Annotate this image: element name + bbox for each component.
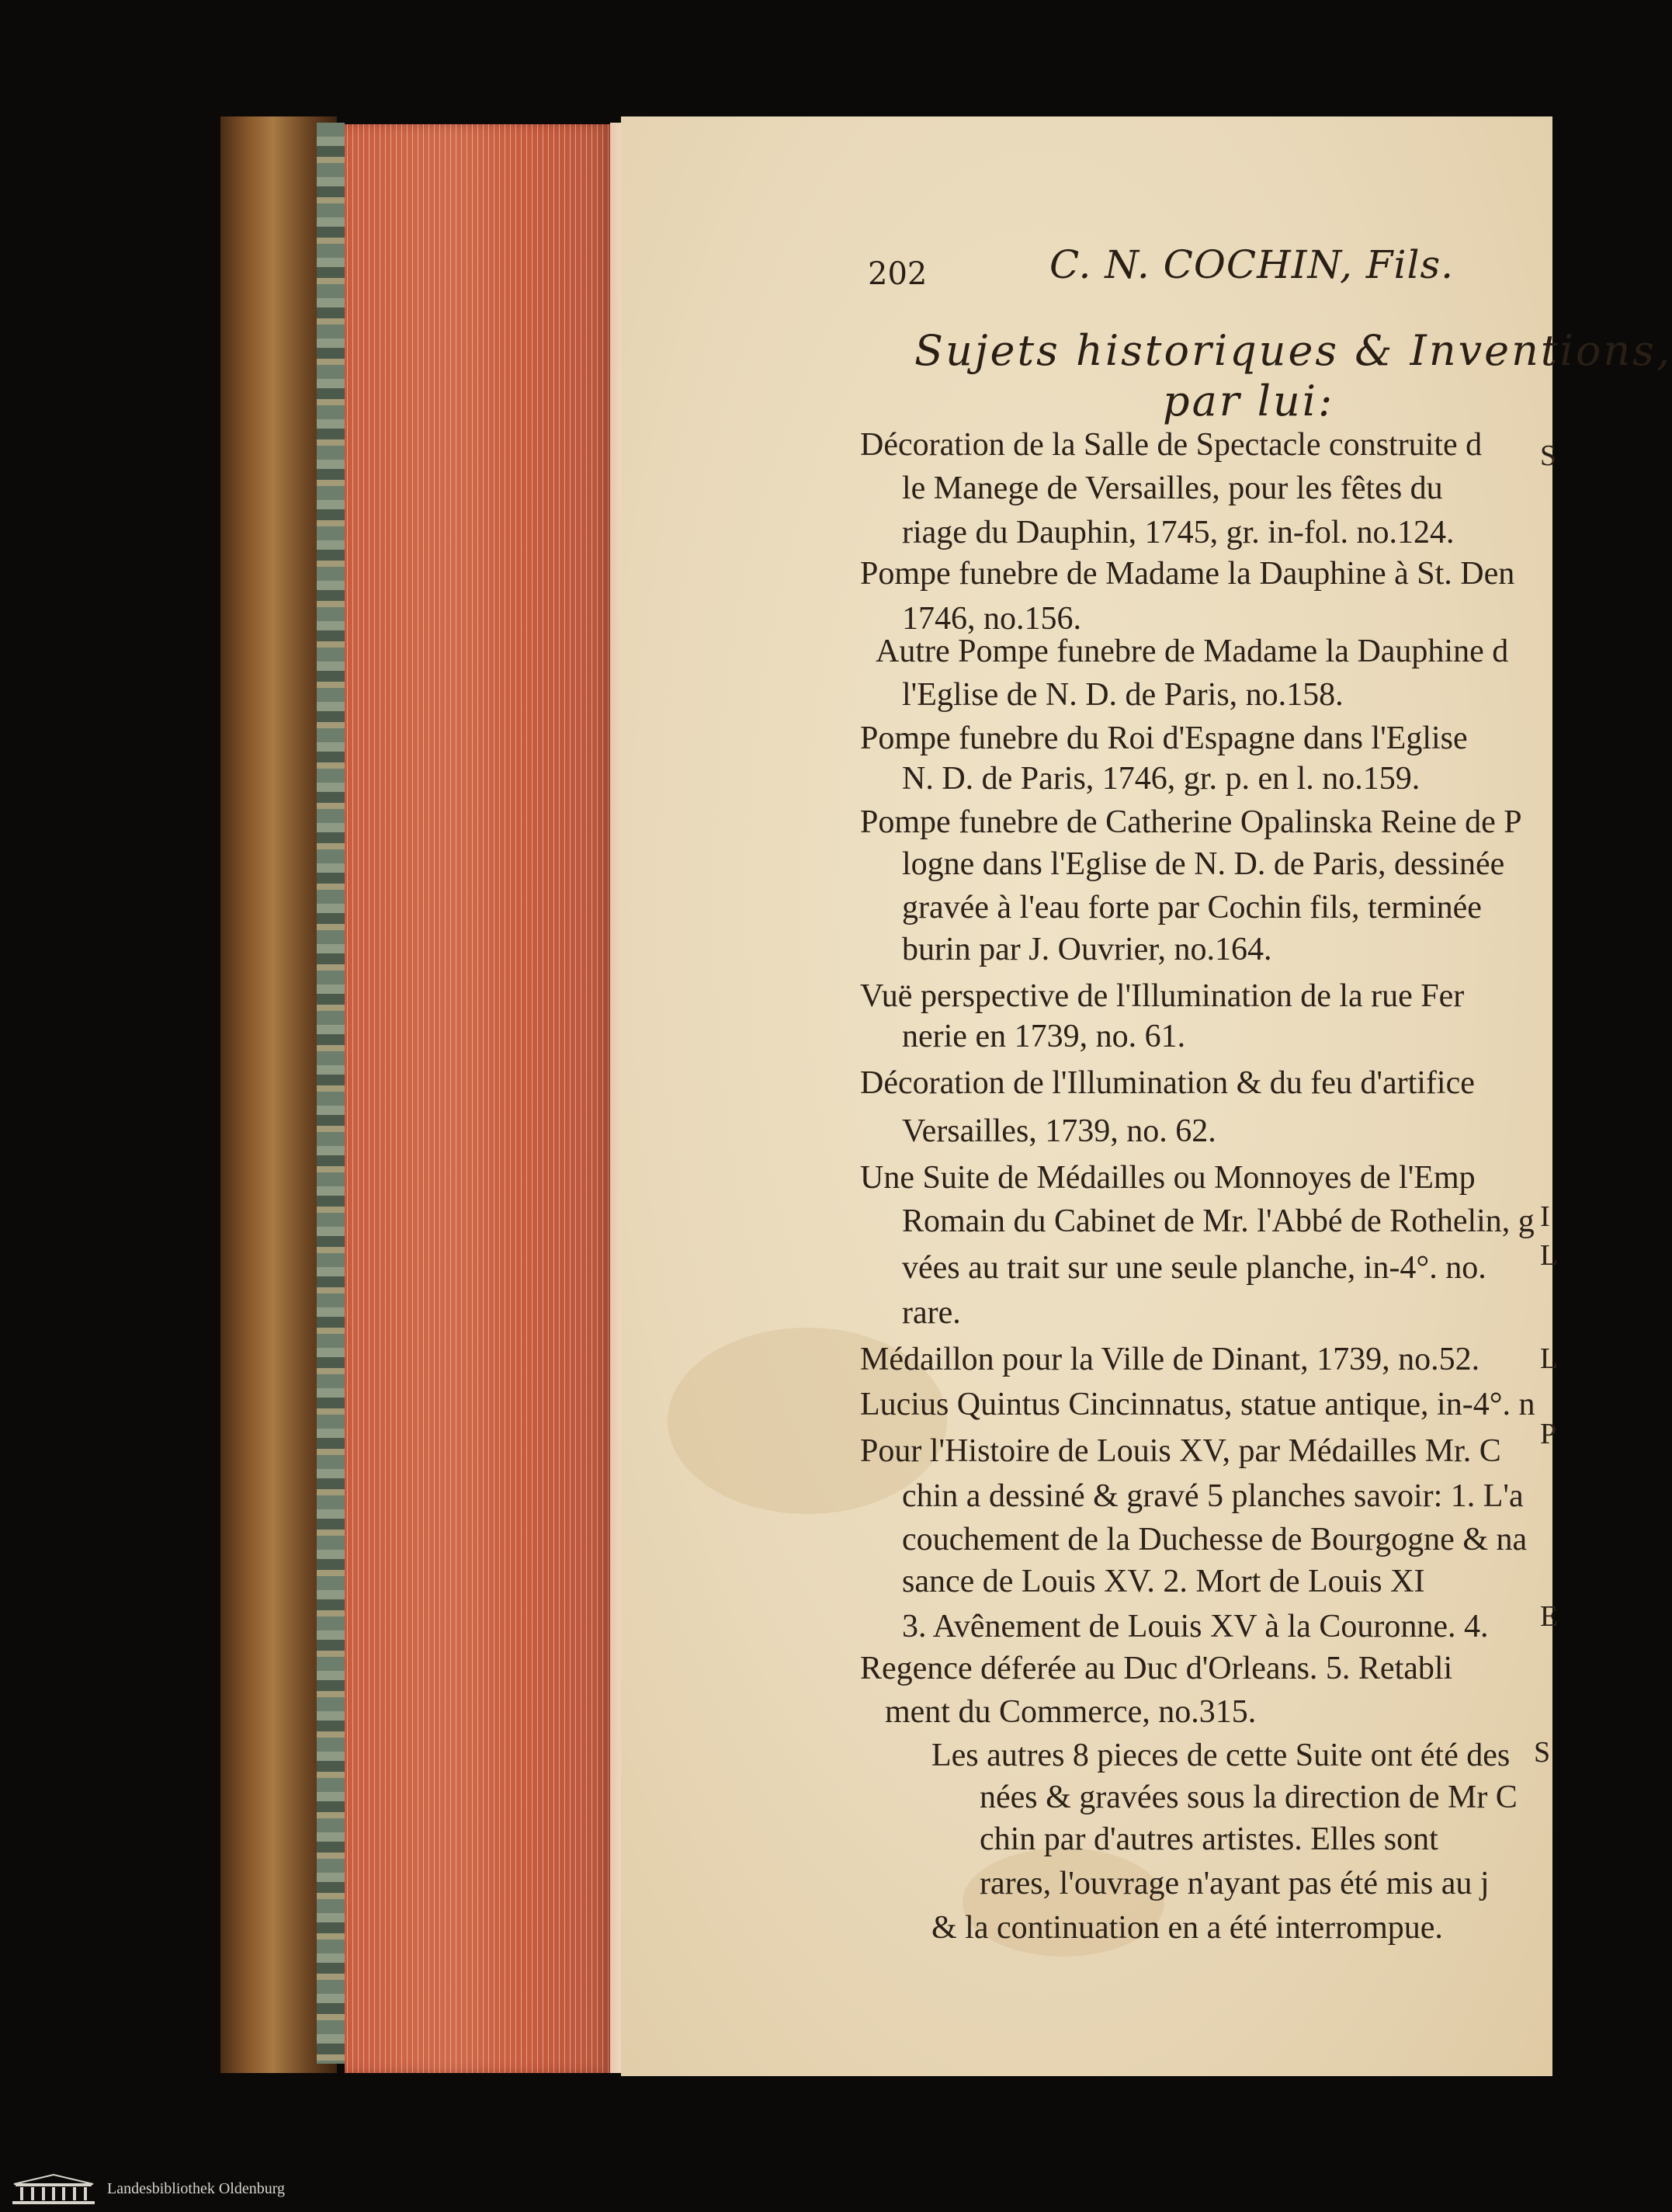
entry-line: Vuë perspective de l'Illumination de la rue Fer [860,978,1465,1014]
adjacent-page-letter: I [1540,1200,1550,1233]
adjacent-page-letter: S [1540,439,1557,472]
adjacent-page-letter: L [1540,1239,1559,1272]
entry-line: Lucius Quintus Cincinnatus, statue antique, in-4°. n [860,1387,1535,1422]
entry-line: Regence déferée au Duc d'Orleans. 5. Retabli [860,1651,1453,1686]
entry-line: Pour l'Histoire de Louis XV, par Médailles Mr. C [860,1433,1501,1469]
entry-line: Romain du Cabinet de Mr. l'Abbé de Rothelin, g [902,1203,1535,1239]
entry-line: chin par d'autres artistes. Elles sont [980,1821,1438,1857]
marbled-endpaper-edge [317,123,345,2064]
entry-line: burin par J. Ouvrier, no.164. [902,932,1272,967]
adjacent-page-letter: P [1540,1418,1557,1450]
entry-line: nerie en 1739, no. 61. [902,1019,1186,1054]
entry-line: 1746, no.156. [902,601,1081,637]
library-building-icon [11,2172,96,2209]
entry-line: Autre Pompe funebre de Madame la Dauphine d [876,634,1509,669]
page-number: 202 [868,256,928,292]
section-subheading: par lui: [1163,377,1335,425]
adjacent-page-letter: L [1540,1342,1559,1375]
entry-line: 3. Avênement de Louis XV à la Couronne. 4. [902,1609,1489,1644]
entry-line: N. D. de Paris, 1746, gr. p. en l. no.159. [902,761,1421,797]
entry-line: rares, l'ouvrage n'ayant pas été mis au j [980,1866,1490,1901]
entry-line: Médaillon pour la Ville de Dinant, 1739, no.52. [860,1342,1480,1377]
entry-line: nées & gravées sous la direction de Mr C [980,1780,1518,1815]
entry-line: Décoration de l'Illumination & du feu d'artifice [860,1065,1475,1101]
entry-line: Versailles, 1739, no. 62. [902,1113,1216,1149]
entry-line: gravée à l'eau forte par Cochin fils, terminée [902,890,1482,925]
running-head: C. N. COCHIN, Fils. [1049,242,1455,287]
entry-line: vées au trait sur une seule planche, in-4°. no. [902,1250,1486,1286]
footer-institution: Landesbibliothek Oldenburg [107,2180,286,2197]
entry-line: logne dans l'Eglise de N. D. de Paris, dessinée [902,846,1505,882]
entry-line: Pompe funebre du Roi d'Espagne dans l'Eglise [860,721,1468,756]
catchword: S [1534,1736,1551,1769]
entry-line: rare. [902,1295,961,1331]
entry-line: ment du Commerce, no.315. [885,1694,1257,1730]
entry-line: Une Suite de Médailles ou Monnoyes de l'Emp [860,1160,1476,1196]
entry-line: l'Eglise de N. D. de Paris, no.158. [902,677,1344,713]
entry-line: Décoration de la Salle de Spectacle construite d [860,427,1483,463]
section-heading: Sujets historiques & Inventions, [914,326,1672,375]
entry-line: couchement de la Duchesse de Bourgogne & na [902,1522,1528,1557]
entry-line: chin a dessiné & gravé 5 planches savoir: 1. L'a [902,1478,1524,1514]
adjacent-page-letter: E [1540,1600,1559,1633]
entry-line: Pompe funebre de Madame la Dauphine à St. Den [860,556,1515,592]
entry-line: & la continuation en a été interrompue. [931,1910,1443,1946]
entry-line: Pompe funebre de Catherine Opalinska Reine de P [860,804,1522,840]
entry-line: sance de Louis XV. 2. Mort de Louis XI [902,1564,1425,1599]
entry-line: le Manege de Versailles, pour les fêtes du [902,471,1443,506]
sprinkled-page-edge [345,124,610,2073]
entry-line: riage du Dauphin, 1745, gr. in-fol. no.124. [902,515,1455,550]
entry-line: Les autres 8 pieces de cette Suite ont été des [931,1738,1511,1773]
